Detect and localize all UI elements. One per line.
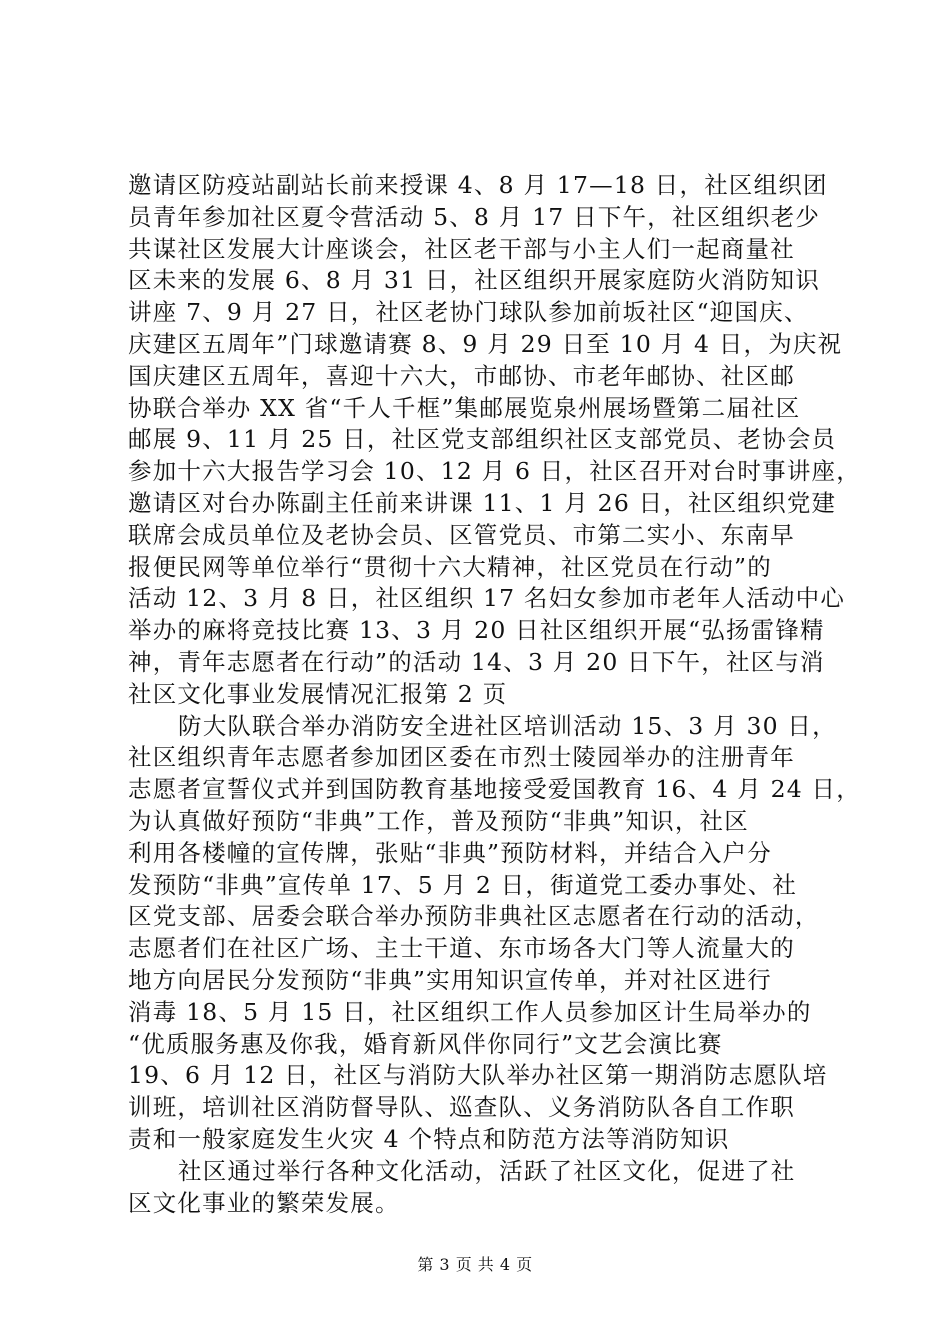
text-line: 协联合举办 XX 省“千人千框”集邮展览泉州展场暨第二届社区 [128,393,801,422]
text-line: 活动 12、3 月 8 日，社区组织 17 名妇女参加市老年人活动中心 [128,584,846,613]
text-line: “优质服务惠及你我，婚育新风伴你同行”文艺会演比赛 [128,1029,723,1058]
text-line: 联席会成员单位及老协会员、区管党员、市第二实小、东南早 [128,520,795,549]
text-line: 共谋社区发展大计座谈会，社区老干部与小主人们一起商量社 [128,234,795,263]
body-text [128,170,861,1219]
text-line: 利用各楼幢的宣传牌，张贴“非典”预防材料，并结合入户分 [128,838,772,867]
text-line: 为认真做好预防“非典”工作，普及预防“非典”知识，社区 [128,806,749,835]
text-line: 邀请区防疫站副站长前来授课 4、8 月 17—18 日，社区组织团 [128,171,828,199]
text-line: 区未来的发展 6、8 月 31 日，社区组织开展家庭防火消防知识 [128,266,821,295]
text-line: 防大队联合举办消防安全进社区培训活动 15、3 月 30 日， [178,711,837,740]
text-line: 训班，培训社区消防督导队、巡查队、义务消防队各自工作职 [128,1093,795,1122]
text-line: 国庆建区五周年，喜迎十六大，市邮协、市老年邮协、社区邮 [128,361,795,390]
text-line: 责和一般家庭发生火灾 4 个特点和防范方法等消防知识 [128,1124,730,1153]
text-line: 举办的麻将竞技比赛 13、3 月 20 日社区组织开展“弘扬雷锋精 [128,616,825,645]
text-line: 志愿者们在社区广场、主士干道、东市场各大门等人流量大的 [128,934,795,963]
text-line: 讲座 7、9 月 27 日，社区老协门球队参加前坂社区“迎国庆、 [128,298,809,327]
text-line: 区党支部、居委会联合举办预防非典社区志愿者在行动的活动， [128,902,820,931]
text-line: 神，青年志愿者在行动”的活动 14、3 月 20 日下午，社区与消 [128,647,825,676]
text-line: 社区通过举行各种文化活动，活跃了社区文化，促进了社 [178,1156,796,1185]
text-line: 邀请区对台办陈副主任前来讲课 11、1 月 26 日，社区组织党建 [128,488,837,517]
page-footer: 第 3 页 共 4 页 [417,1255,533,1274]
text-line: 邮展 9、11 月 25 日，社区党支部组织社区支部党员、老协会员 [128,425,837,454]
text-line: 社区组织青年志愿者参加团区委在市烈士陵园举办的注册青年 [128,743,795,772]
text-line: 地方向居民分发预防“非典”实用知识宣传单，并对社区进行 [128,965,772,994]
text-line: 发预防“非典”宣传单 17、5 月 2 日，街道党工委办事处、社 [128,870,798,899]
text-line: 庆建区五周年”门球邀请赛 8、9 月 29 日至 10 月 4 日，为庆祝 [128,329,843,358]
text-line: 报便民网等单位举行“贯彻十六大精神，社区党员在行动”的 [128,552,772,581]
text-line: 19、6 月 12 日，社区与消防大队举办社区第一期消防志愿队培 [128,1061,828,1090]
text-line: 员青年参加社区夏令营活动 5、8 月 17 日下午，社区组织老少 [128,202,821,231]
text-line: 消毒 18、5 月 15 日，社区组织工作人员参加区计生局举办的 [128,997,812,1026]
text-line: 志愿者宣誓仪式并到国防教育基地接受爱国教育 16、4 月 24 日， [128,775,861,804]
text-line: 区文化事业的繁荣发展。 [128,1188,400,1217]
text-line: 社区文化事业发展情况汇报第 2 页 [128,679,508,708]
text-line: 参加十六大报告学习会 10、12 月 6 日，社区召开对台时事讲座， [128,457,861,486]
